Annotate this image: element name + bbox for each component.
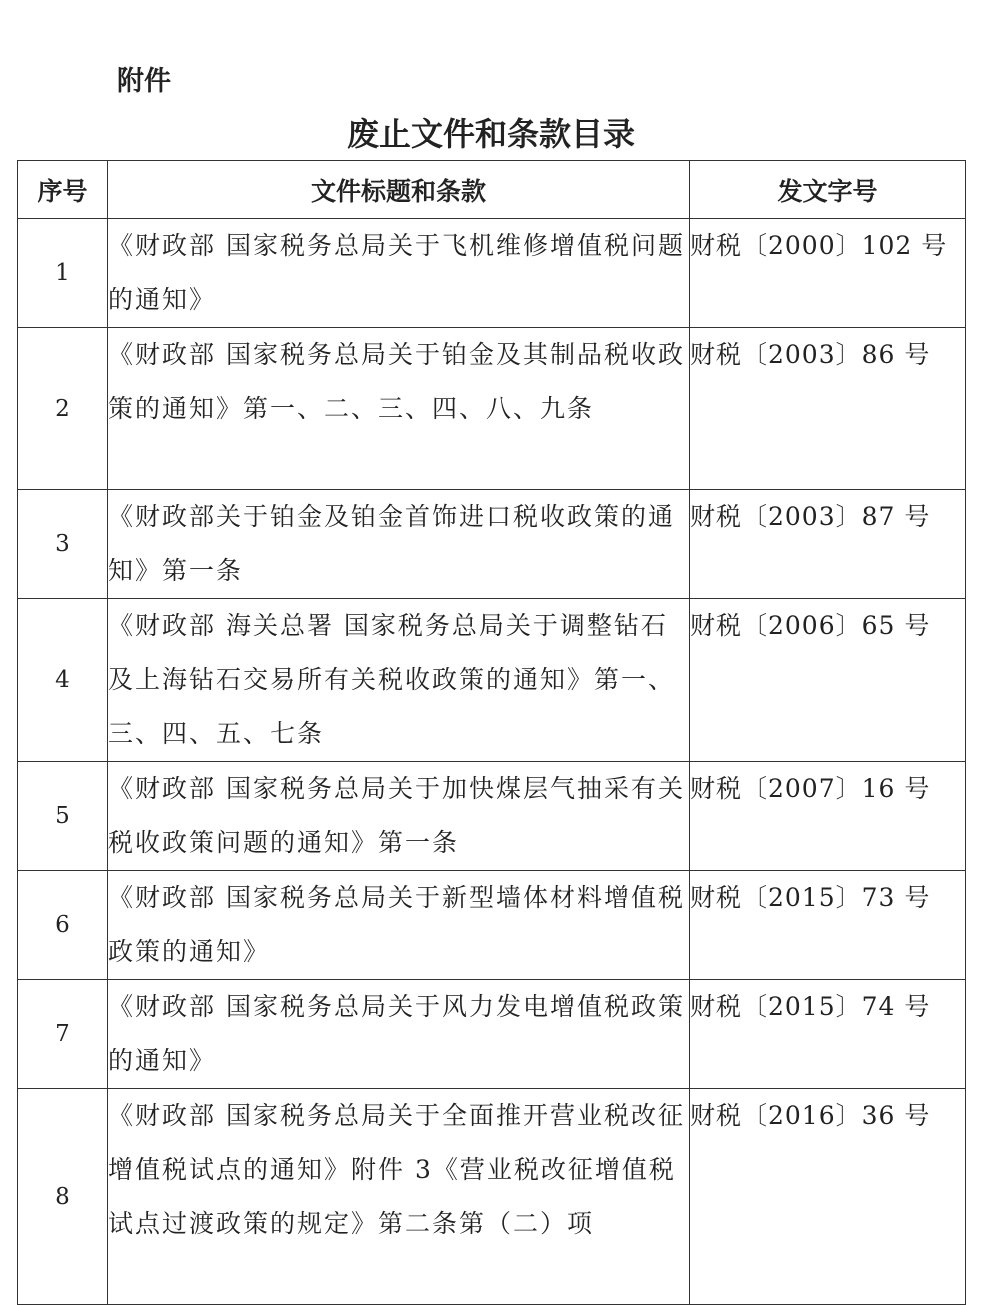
row-ref: 财税〔2015〕73 号	[690, 871, 966, 980]
table-header-row	[18, 161, 966, 219]
table-row	[18, 328, 966, 490]
row-no: 5	[18, 762, 108, 871]
row-title-text: 《财政部 国家税务总局关于全面推开营业税改征增值税试点的通知》附件 3《营业税改征增值税试点过渡政策的规定》第二条第（二）项	[108, 1101, 685, 1238]
table-row	[18, 871, 966, 980]
row-no: 4	[18, 599, 108, 762]
row-title	[108, 599, 690, 762]
header-title: 文件标题和条款	[108, 161, 690, 219]
header-ref: 发文字号	[690, 161, 966, 219]
row-no: 7	[18, 980, 108, 1089]
row-no: 3	[18, 490, 108, 599]
row-title-text: 《财政部 国家税务总局关于加快煤层气抽采有关税收政策问题的通知》第一条	[108, 774, 685, 857]
row-title-text: 《财政部 国家税务总局关于风力发电增值税政策的通知》	[108, 992, 685, 1075]
row-ref: 财税〔2000〕102 号	[690, 219, 966, 328]
row-title	[108, 219, 690, 328]
table-row	[18, 490, 966, 599]
table-row	[18, 599, 966, 762]
row-no: 2	[18, 328, 108, 490]
attachment-label: 附件	[117, 66, 171, 97]
row-ref: 财税〔2006〕65 号	[690, 599, 966, 762]
header-no: 序号	[18, 161, 108, 219]
table-row	[18, 1089, 966, 1305]
table-row	[18, 980, 966, 1089]
row-ref: 财税〔2003〕86 号	[690, 328, 966, 490]
row-no: 6	[18, 871, 108, 980]
row-title	[108, 328, 690, 490]
row-title-text: 《财政部 国家税务总局关于飞机维修增值税问题的通知》	[108, 231, 685, 314]
row-title-text: 《财政部关于铂金及铂金首饰进口税收政策的通知》第一条	[108, 502, 676, 585]
row-ref: 财税〔2015〕74 号	[690, 980, 966, 1089]
row-no: 1	[18, 219, 108, 328]
table-row	[18, 219, 966, 328]
row-title-text: 《财政部 国家税务总局关于新型墙体材料增值税政策的通知》	[108, 883, 685, 966]
repealed-documents-table	[17, 160, 966, 1305]
row-ref: 财税〔2007〕16 号	[690, 762, 966, 871]
row-no: 8	[18, 1089, 108, 1305]
row-ref: 财税〔2003〕87 号	[690, 490, 966, 599]
row-title	[108, 490, 690, 599]
row-title-text: 《财政部 国家税务总局关于铂金及其制品税收政策的通知》第一、二、三、四、八、九条	[108, 340, 685, 423]
row-title	[108, 762, 690, 871]
table-row	[18, 762, 966, 871]
page-title: 废止文件和条款目录	[346, 115, 635, 153]
row-title	[108, 1089, 690, 1305]
row-ref: 财税〔2016〕36 号	[690, 1089, 966, 1305]
row-title-text: 《财政部 海关总署 国家税务总局关于调整钻石及上海钻石交易所有关税收政策的通知》第一、三、四、五、七条	[108, 611, 676, 748]
row-title	[108, 980, 690, 1089]
row-title	[108, 871, 690, 980]
